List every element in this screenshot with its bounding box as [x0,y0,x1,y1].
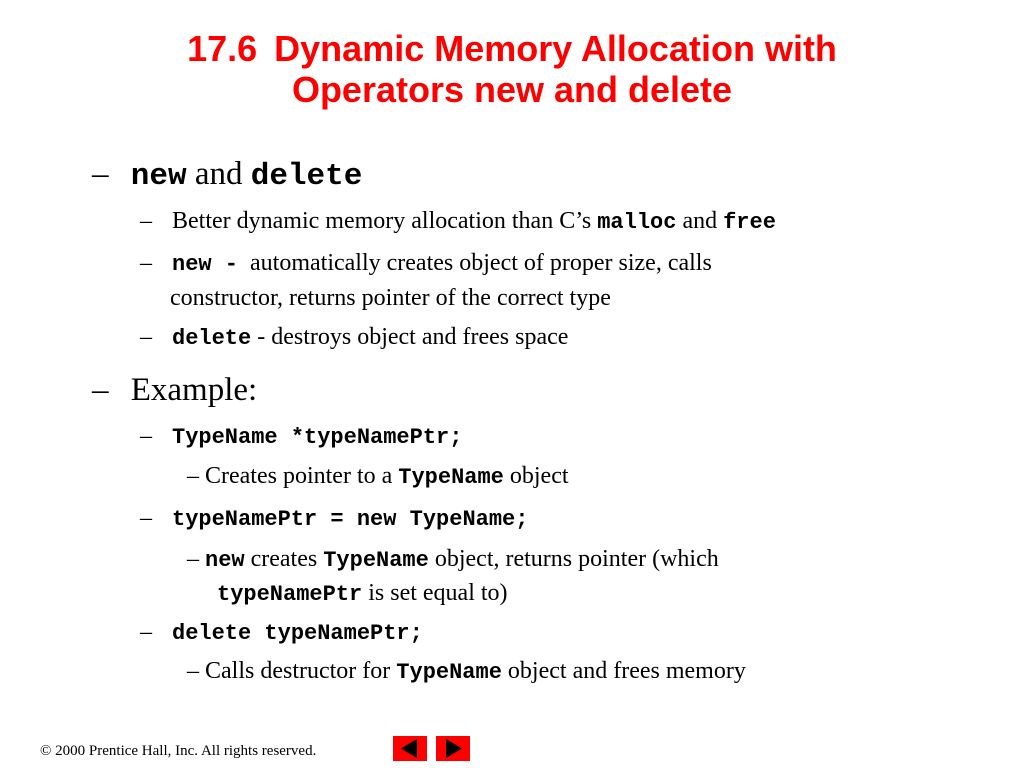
bullet-new-assignment [140,505,528,532]
code-typename-declaration: TypeName *typeNamePtr; [172,425,463,450]
bullet-text: automatically creates object of proper size, calls [250,250,712,276]
code-free: free [723,210,776,235]
bullet-dash: – [187,546,199,572]
bullet-dash: – [140,250,152,276]
bullet-new-description [140,250,712,277]
bullet-dash: – [140,505,152,531]
bullet-dash: – [92,372,109,408]
bullet-text: Creates pointer to a [205,463,393,489]
bullet-text-and: and [682,208,718,234]
slide-title-line1 [0,28,1024,69]
copyright-symbol: © [40,743,52,759]
code-typenameptr: typeNamePtr [217,582,363,607]
bullet-example [92,372,257,409]
left-arrow-icon [393,736,427,761]
bullet-new-creates [187,546,719,573]
title-text-1: Dynamic Memory Allocation with [274,28,837,69]
slide-title-line2: Operators new and delete [291,69,733,110]
bullet-dash: – [140,619,152,645]
bullet-delete-statement [140,619,423,646]
code-delete: delete [250,159,363,194]
code-new: new [205,548,245,573]
bullet-text-object: object [509,463,569,489]
bullet-dash: – [187,463,199,489]
code-typename: TypeName [396,660,502,685]
bullet-delete-description [140,324,568,351]
code-new-assignment: typeNamePtr = new TypeName; [172,507,529,532]
bullet-new-creates-line2 [217,580,508,607]
bullet-text: Calls destructor for [205,658,391,684]
bullet-text: Example: [130,372,258,408]
slide-title [0,28,1024,110]
bullet-new-description-line2: constructor, returns pointer of the correct type [170,285,611,311]
bullet-text-3: is set equal to) [368,580,508,606]
bullet-calls-destructor [187,658,746,685]
code-delete-statement: delete typeNamePtr; [172,621,423,646]
previous-slide-button[interactable] [393,736,427,761]
section-number: 17.6 [187,28,258,69]
bullet-dash: – [140,423,152,449]
next-slide-button[interactable] [436,736,470,761]
bullet-new-delete [92,156,362,194]
bullet-text: Better dynamic memory allocation than C’s [172,208,592,234]
bullet-text-2: object and frees memory [507,658,746,684]
bullet-typename-declaration [140,423,462,450]
code-new: new [130,159,187,194]
code-typename: TypeName [323,548,429,573]
bullet-text: - destroys object and frees space [257,324,569,350]
right-arrow-icon [436,736,470,761]
code-new-dash: new - [172,252,239,277]
code-delete: delete [172,326,252,351]
code-malloc: malloc [597,210,677,235]
bullet-dash: – [140,324,152,350]
copyright-text: 2000 Prentice Hall, Inc. All rights reserved. [55,743,317,759]
bullet-dash: – [187,658,199,684]
bullet-text-2: object, returns pointer (which [434,546,719,572]
bullet-creates-pointer [187,463,569,490]
bullet-dash: – [92,156,109,192]
code-typename: TypeName [398,465,504,490]
copyright-footer [40,743,316,760]
bullet-text: and [194,156,243,192]
bullet-text: creates [250,546,318,572]
bullet-dash: – [140,208,152,234]
bullet-better-allocation [140,208,776,235]
